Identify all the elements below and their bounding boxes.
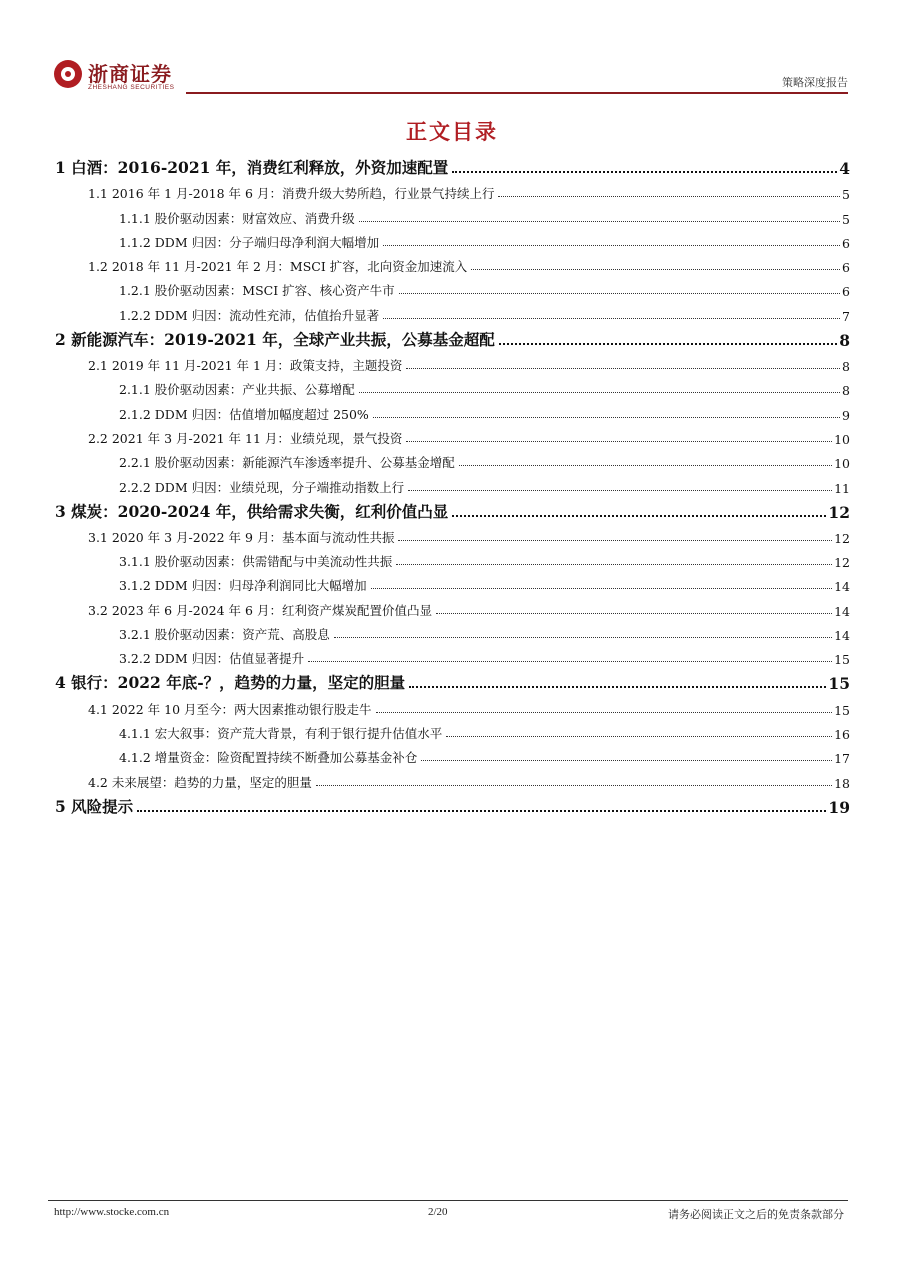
toc-entry-level-3[interactable] bbox=[55, 546, 850, 570]
toc-entry-level-1[interactable] bbox=[55, 324, 850, 350]
toc-entry-level-3[interactable] bbox=[55, 471, 850, 495]
toc-entry-page: 6 bbox=[842, 235, 850, 251]
toc-leader-dots bbox=[316, 785, 832, 786]
toc-entry-title: 4.1.1 宏大叙事：资产荒大背景，有利于银行提升估值水平 bbox=[119, 725, 443, 741]
toc-leader-dots bbox=[409, 686, 826, 688]
toc-entry-page: 15 bbox=[828, 674, 850, 694]
toc-entry-page: 14 bbox=[834, 628, 850, 644]
toc-entry-title: 5 风险提示 bbox=[55, 796, 134, 816]
toc-entry-page: 10 bbox=[834, 431, 850, 447]
toc-leader-dots bbox=[421, 760, 832, 761]
page-header bbox=[48, 58, 848, 98]
toc-entry-page: 9 bbox=[842, 407, 850, 423]
toc-entry-title: 3.1.1 股价驱动因素：供需错配与中美流动性共振 bbox=[119, 554, 393, 570]
toc-entry-title: 2.1.1 股价驱动因素：产业共振、公募增配 bbox=[119, 382, 355, 398]
toc-entry-title: 3.2.1 股价驱动因素：资产荒、高股息 bbox=[119, 627, 330, 643]
toc-entry-level-3[interactable] bbox=[55, 398, 850, 422]
toc-entry-page: 15 bbox=[834, 702, 850, 718]
toc-entry-page: 14 bbox=[834, 579, 850, 595]
toc-leader-dots bbox=[396, 564, 832, 565]
toc-entry-level-2[interactable] bbox=[55, 251, 850, 275]
toc-entry-title: 2.2.2 DDM 归因：业绩兑现，分子端推动指数上行 bbox=[119, 479, 405, 495]
toc-entry-title: 2.2.1 股价驱动因素：新能源汽车渗透率提升、公募基金增配 bbox=[119, 455, 455, 471]
toc-entry-level-2[interactable] bbox=[55, 693, 850, 717]
toc-entry-page: 6 bbox=[842, 260, 850, 276]
toc-entry-title: 2.1 2019 年 11 月-2021 年 1 月：政策支持，主题投资 bbox=[88, 358, 403, 374]
toc-entry-title: 2.1.2 DDM 归因：估值增加幅度超过 250% bbox=[119, 406, 369, 422]
report-type-label: 策略深度报告 bbox=[782, 76, 848, 89]
toc-entry-title: 4 银行：2022 年底-？，趋势的力量，坚定的胆量 bbox=[55, 673, 406, 693]
toc-leader-dots bbox=[359, 221, 840, 222]
toc-entry-title: 1.2.2 DDM 归因：流动性充沛，估值抬升显著 bbox=[119, 307, 380, 323]
toc-entry-title: 3.2 2023 年 6 月-2024 年 6 月：红利资产煤炭配置价值凸显 bbox=[88, 602, 432, 618]
toc-entry-level-3[interactable] bbox=[55, 742, 850, 766]
toc-entry-page: 8 bbox=[842, 359, 850, 375]
toc-entry-title: 2.2 2021 年 3 月-2021 年 11 月：业绩兑现，景气投资 bbox=[88, 430, 403, 446]
toc-entry-level-3[interactable] bbox=[55, 570, 850, 594]
toc-entry-level-3[interactable] bbox=[55, 227, 850, 251]
footer-disclaimer: 请务必阅读正文之后的免责条款部分 bbox=[668, 1208, 844, 1221]
toc-leader-dots bbox=[452, 515, 826, 517]
toc-entry-page: 17 bbox=[834, 751, 850, 767]
logo-english-text: ZHESHANG SECURITIES bbox=[88, 84, 175, 91]
toc-entry-page: 18 bbox=[834, 775, 850, 791]
toc-entry-title: 3.1.2 DDM 归因：归母净利润同比大幅增加 bbox=[119, 578, 367, 594]
toc-entry-title: 4.1.2 增量资金：险资配置持续不断叠加公募基金补仓 bbox=[119, 750, 418, 766]
toc-leader-dots bbox=[373, 417, 840, 418]
toc-entry-title: 4.2 未来展望：趋势的力量，坚定的胆量 bbox=[88, 774, 312, 790]
toc-entry-title: 3 煤炭：2020-2024 年，供给需求失衡，红利价值凸显 bbox=[55, 501, 449, 521]
toc-entry-title: 4.1 2022 年 10 月至今：两大因素推动银行股走牛 bbox=[88, 701, 372, 717]
toc-entry-page: 4 bbox=[839, 159, 850, 178]
toc-entry-level-3[interactable] bbox=[55, 299, 850, 323]
logo-chinese-text: 浙商证券 bbox=[88, 62, 172, 86]
toc-entry-level-1[interactable] bbox=[55, 152, 850, 178]
toc-entry-level-2[interactable] bbox=[55, 522, 850, 546]
toc-entry-title: 1.1.2 DDM 归因：分子端归母净利润大幅增加 bbox=[119, 234, 380, 250]
toc-entry-level-2[interactable] bbox=[55, 423, 850, 447]
toc-leader-dots bbox=[459, 465, 832, 466]
toc-title: 正文目录 bbox=[406, 120, 498, 144]
toc-entry-level-2[interactable] bbox=[55, 178, 850, 202]
toc-leader-dots bbox=[359, 392, 840, 393]
toc-entry-page: 7 bbox=[842, 308, 850, 324]
toc-entry-page: 14 bbox=[834, 603, 850, 619]
toc-entry-level-1[interactable] bbox=[55, 791, 850, 817]
toc-entry-title: 1.2.1 股价驱动因素：MSCI 扩容、核心资产牛市 bbox=[119, 283, 395, 299]
toc-entry-level-2[interactable] bbox=[55, 766, 850, 790]
toc-leader-dots bbox=[446, 736, 832, 737]
footer-page-number: 2/20 bbox=[428, 1206, 448, 1218]
toc-entry-title: 1.1 2016 年 1 月-2018 年 6 月：消费升级大势所趋，行业景气持续上行 bbox=[88, 186, 495, 202]
toc-entry-title: 1.2 2018 年 11 月-2021 年 2 月：MSCI 扩容，北向资金加速流入 bbox=[88, 259, 468, 275]
toc-entry-level-3[interactable] bbox=[55, 275, 850, 299]
toc-entry-level-1[interactable] bbox=[55, 496, 850, 522]
toc-entry-level-3[interactable] bbox=[55, 619, 850, 643]
toc-entry-level-1[interactable] bbox=[55, 667, 850, 693]
toc-entry-page: 15 bbox=[834, 652, 850, 668]
toc-entry-level-2[interactable] bbox=[55, 350, 850, 374]
toc-entry-page: 12 bbox=[828, 502, 850, 522]
toc-leader-dots bbox=[406, 441, 832, 442]
toc-entry-level-3[interactable] bbox=[55, 718, 850, 742]
toc-entry-page: 12 bbox=[834, 555, 850, 571]
toc-leader-dots bbox=[308, 661, 832, 662]
toc-leader-dots bbox=[471, 269, 840, 270]
toc-entry-title: 1.1.1 股价驱动因素：财富效应、消费升级 bbox=[119, 210, 355, 226]
toc-entry-page: 6 bbox=[842, 284, 850, 300]
logo-mark-icon bbox=[54, 60, 82, 88]
toc-leader-dots bbox=[406, 368, 840, 369]
toc-entry-page: 8 bbox=[842, 383, 850, 399]
toc-entry-level-3[interactable] bbox=[55, 202, 850, 226]
toc-entry-level-3[interactable] bbox=[55, 447, 850, 471]
company-logo bbox=[54, 58, 194, 94]
table-of-contents bbox=[55, 152, 850, 817]
footer-divider bbox=[48, 1200, 848, 1201]
toc-leader-dots bbox=[408, 490, 832, 491]
toc-entry-page: 5 bbox=[842, 211, 850, 227]
toc-leader-dots bbox=[436, 613, 832, 614]
toc-leader-dots bbox=[498, 196, 840, 197]
toc-leader-dots bbox=[371, 588, 832, 589]
toc-entry-page: 12 bbox=[834, 530, 850, 546]
toc-leader-dots bbox=[452, 171, 837, 173]
toc-entry-page: 11 bbox=[834, 480, 850, 496]
toc-entry-page: 19 bbox=[828, 797, 850, 817]
toc-leader-dots bbox=[399, 293, 840, 294]
toc-entry-page: 8 bbox=[839, 330, 850, 350]
toc-leader-dots bbox=[376, 712, 833, 713]
toc-entry-title: 2 新能源汽车：2019-2021 年，全球产业共振，公募基金超配 bbox=[55, 329, 495, 349]
toc-leader-dots bbox=[499, 343, 837, 345]
toc-entry-page: 16 bbox=[834, 726, 850, 742]
toc-entry-title: 1 白酒：2016-2021 年，消费红利释放，外资加速配置 bbox=[55, 158, 449, 177]
toc-entry-title: 3.1 2020 年 3 月-2022 年 9 月：基本面与流动性共振 bbox=[88, 529, 395, 545]
toc-entry-page: 5 bbox=[842, 187, 850, 203]
toc-entry-level-3[interactable] bbox=[55, 643, 850, 667]
toc-leader-dots bbox=[383, 318, 840, 319]
toc-entry-page: 10 bbox=[834, 456, 850, 472]
toc-leader-dots bbox=[383, 245, 840, 246]
toc-leader-dots bbox=[398, 540, 832, 541]
toc-entry-level-2[interactable] bbox=[55, 594, 850, 618]
toc-leader-dots bbox=[137, 810, 826, 812]
header-divider bbox=[186, 92, 848, 94]
toc-entry-level-3[interactable] bbox=[55, 374, 850, 398]
footer-url-link[interactable]: http://www.stocke.com.cn bbox=[54, 1206, 170, 1218]
toc-entry-title: 3.2.2 DDM 归因：估值显著提升 bbox=[119, 651, 305, 667]
toc-leader-dots bbox=[334, 637, 832, 638]
